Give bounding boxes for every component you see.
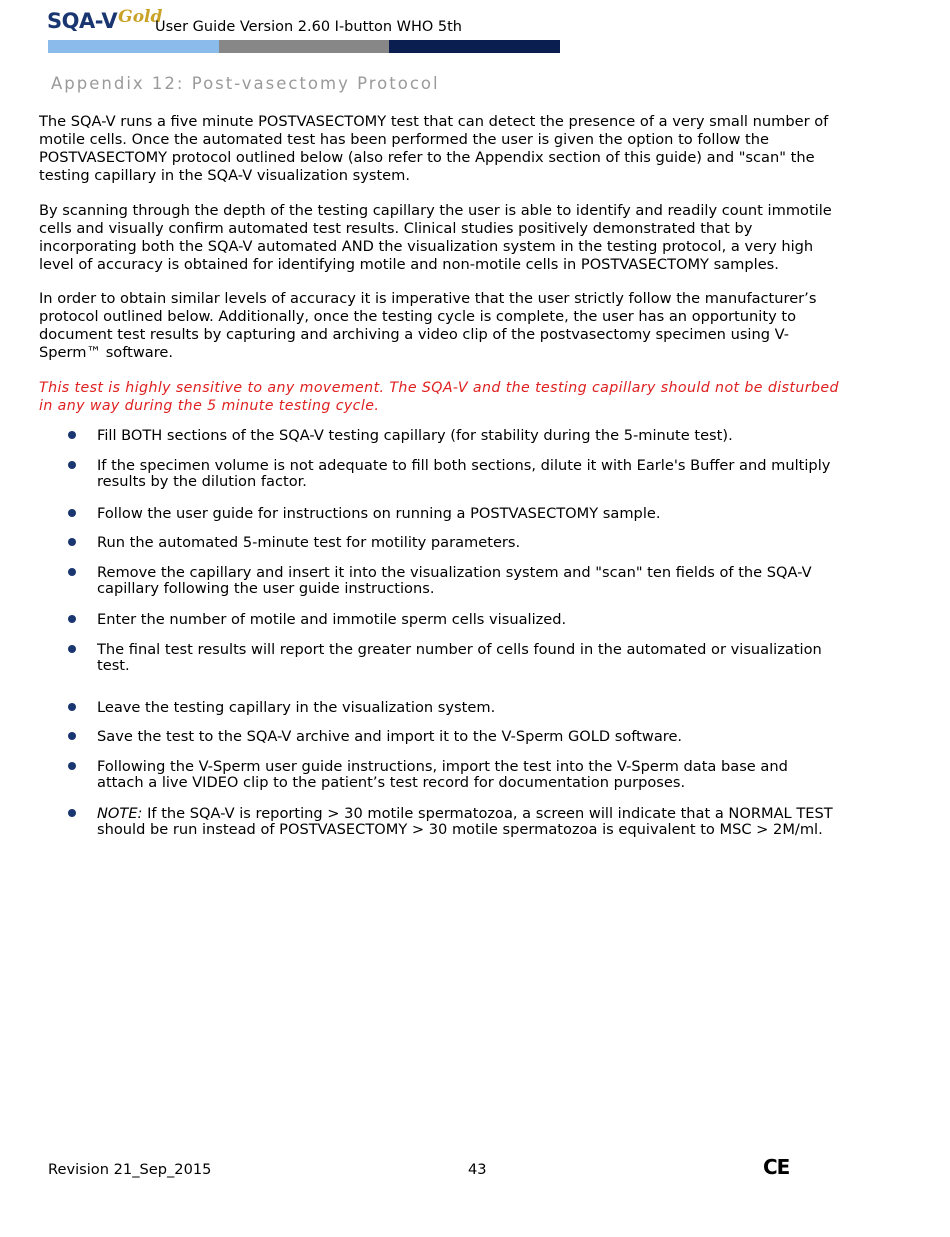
- logo-main-text: SQA-V: [47, 9, 118, 33]
- bullet-dot-icon: [68, 645, 76, 653]
- note-body: If the SQA-V is reporting > 30 motile spermatozoa, a screen will indicate that a NORMAL TEST should be run instead of POSTVASECTOMY > 30 motile spermatozoa is equivalent to MSC > 2M/ml.: [97, 805, 833, 838]
- intro-paragraph-3: In order to obtain similar levels of accuracy it is imperative that the user strictly follow the manufacturer’s protocol outlined below. Additionally, once the testing cycle is complete, the user has an opportunity to document test results by capturing and archiving a video clip of the postvasectomy specimen using V-Sperm™ software.: [39, 290, 817, 361]
- bullet-dot-icon: [68, 809, 76, 817]
- bullet-dot-icon: [68, 461, 76, 469]
- ce-mark-icon: CE: [763, 1155, 790, 1179]
- header-bar-segment-gray: [219, 40, 390, 53]
- bullet-dot-icon: [68, 431, 76, 439]
- header-bar-segment-navy: [389, 40, 560, 53]
- sqa-v-gold-logo: [47, 6, 162, 34]
- list-item-text: Save the test to the SQA-V archive and import it to the V-Sperm GOLD software.: [97, 728, 683, 745]
- bullet-dot-icon: [68, 538, 76, 546]
- header-bar-segment-light-blue: [48, 40, 219, 53]
- note-label: NOTE:: [97, 805, 143, 822]
- list-item-text: Fill BOTH sections of the SQA-V testing capillary (for stability during the 5-minute test).: [97, 427, 733, 444]
- bullet-dot-icon: [68, 762, 76, 770]
- list-item-text: Remove the capillary and insert it into the visualization system and "scan" ten fields of the SQA-V capillary following the user guide instructions.: [97, 564, 812, 597]
- list-item-text: Following the V-Sperm user guide instructions, import the test into the V-Sperm data base and attach a live VIDEO clip to the patient’s test record for documentation purposes.: [97, 758, 788, 791]
- intro-paragraph-1: The SQA-V runs a five minute POSTVASECTOMY test that can detect the presence of a very small number of motile cells. Once the automated test has been performed the user is given the option to follow the POSTVASECTOMY protocol outlined below (also refer to the Appendix section of this guide) and "scan" the testing capillary in the SQA-V visualization system.: [39, 113, 829, 184]
- bullet-dot-icon: [68, 568, 76, 576]
- warning-text: This test is highly sensitive to any movement. The SQA-V and the testing capillary should not be disturbed in any way during the 5 minute testing cycle.: [39, 380, 839, 414]
- appendix-title: Appendix 12: Post-vasectomy Protocol: [51, 74, 440, 93]
- page-number: 43: [468, 1161, 487, 1178]
- bullet-dot-icon: [68, 732, 76, 740]
- header-color-bar: [48, 40, 560, 53]
- header-title: User Guide Version 2.60 I-button WHO 5th: [155, 19, 462, 35]
- list-item-text: If the specimen volume is not adequate to fill both sections, dilute it with Earle's Buffer and multiply results by the dilution factor.: [97, 457, 831, 490]
- intro-paragraph-2: By scanning through the depth of the testing capillary the user is able to identify and readily count immotile cells and visually confirm automated test results. Clinical studies positively demonstrated that by incorporating both the SQA-V automated AND the visualization system in the testing protocol, a very high level of accuracy is obtained for identifying motile and non-motile cells in POSTVASECTOMY samples.: [39, 202, 832, 273]
- note-text: [97, 806, 837, 838]
- bullet-dot-icon: [68, 615, 76, 623]
- bullet-dot-icon: [68, 509, 76, 517]
- list-item-text: Follow the user guide for instructions on running a POSTVASECTOMY sample.: [97, 505, 661, 522]
- logo-script-text: Gold: [118, 7, 163, 27]
- list-item-text: Run the automated 5-minute test for motility parameters.: [97, 534, 521, 551]
- footer-revision: Revision 21_Sep_2015: [48, 1161, 212, 1178]
- list-item-text: Enter the number of motile and immotile sperm cells visualized.: [97, 611, 567, 628]
- list-item-text: Leave the testing capillary in the visualization system.: [97, 699, 496, 716]
- list-item-text: The final test results will report the greater number of cells found in the automated or visualization test.: [97, 641, 822, 674]
- bullet-dot-icon: [68, 703, 76, 711]
